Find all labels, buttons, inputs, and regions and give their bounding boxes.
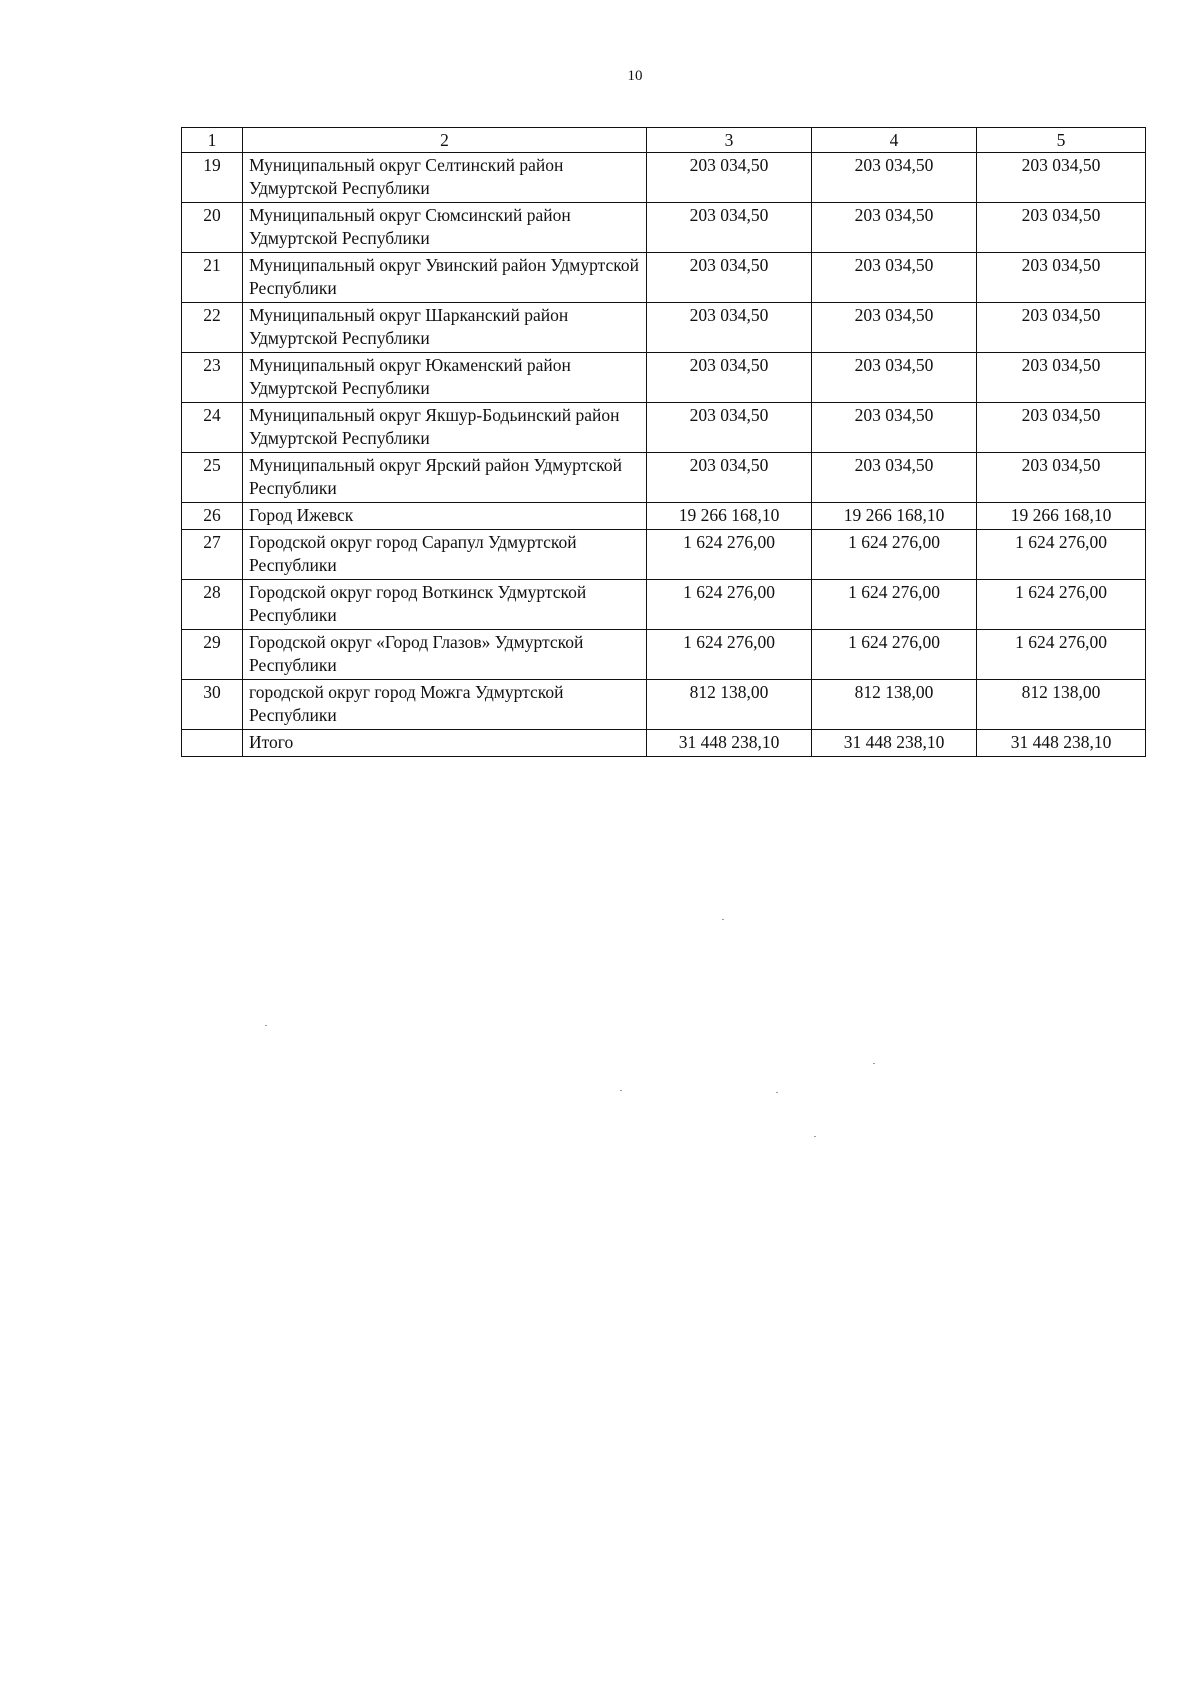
value-col-3: 203 034,50 xyxy=(647,403,812,453)
total-row xyxy=(182,730,1146,757)
value-col-3: 203 034,50 xyxy=(647,303,812,353)
value-col-4: 203 034,50 xyxy=(812,353,977,403)
value-col-5: 203 034,50 xyxy=(977,453,1146,503)
value-col-3: 203 034,50 xyxy=(647,153,812,203)
value-col-4: 203 034,50 xyxy=(812,203,977,253)
value-col-3: 203 034,50 xyxy=(647,453,812,503)
value-col-5: 1 624 276,00 xyxy=(977,630,1146,680)
row-number: 29 xyxy=(182,630,243,680)
value-col-5: 1 624 276,00 xyxy=(977,580,1146,630)
row-number: 24 xyxy=(182,403,243,453)
row-number: 28 xyxy=(182,580,243,630)
table-row xyxy=(182,403,1146,453)
page-number: 10 xyxy=(627,68,643,84)
value-col-5: 203 034,50 xyxy=(977,203,1146,253)
municipality-name: Городской округ «Город Глазов» Удмуртской Республики xyxy=(243,630,647,680)
allocation-table xyxy=(181,127,1146,757)
value-col-4: 19 266 168,10 xyxy=(812,503,977,530)
column-header: 3 xyxy=(647,128,812,153)
value-col-5: 203 034,50 xyxy=(977,253,1146,303)
value-col-3: 812 138,00 xyxy=(647,680,812,730)
table-row xyxy=(182,153,1146,203)
table-row xyxy=(182,353,1146,403)
table-header-row xyxy=(182,128,1146,153)
value-col-4: 812 138,00 xyxy=(812,680,977,730)
scan-speck xyxy=(814,1136,816,1137)
row-number: 19 xyxy=(182,153,243,203)
value-col-4: 1 624 276,00 xyxy=(812,530,977,580)
municipality-name: Муниципальный округ Сюмсинский район Удмуртской Республики xyxy=(243,203,647,253)
scan-speck xyxy=(873,1063,875,1064)
municipality-name: Муниципальный округ Селтинский район Удмуртской Республики xyxy=(243,153,647,203)
value-col-4: 1 624 276,00 xyxy=(812,630,977,680)
row-number: 23 xyxy=(182,353,243,403)
municipality-name: Городской округ город Сарапул Удмуртской Республики xyxy=(243,530,647,580)
row-number: 22 xyxy=(182,303,243,353)
value-col-4: 1 624 276,00 xyxy=(812,580,977,630)
row-number: 27 xyxy=(182,530,243,580)
value-col-3: 1 624 276,00 xyxy=(647,580,812,630)
row-number xyxy=(182,730,243,757)
scan-speck xyxy=(265,1025,267,1026)
value-col-3: 203 034,50 xyxy=(647,353,812,403)
row-number: 25 xyxy=(182,453,243,503)
value-col-5: 19 266 168,10 xyxy=(977,503,1146,530)
scan-speck xyxy=(620,1090,622,1091)
municipality-name: Муниципальный округ Якшур-Бодьинский район Удмуртской Республики xyxy=(243,403,647,453)
value-col-3: 203 034,50 xyxy=(647,253,812,303)
value-col-4: 203 034,50 xyxy=(812,253,977,303)
row-number: 21 xyxy=(182,253,243,303)
municipality-name: Муниципальный округ Шарканский район Удмуртской Республики xyxy=(243,303,647,353)
value-col-5: 1 624 276,00 xyxy=(977,530,1146,580)
total-col-3: 31 448 238,10 xyxy=(647,730,812,757)
table-row xyxy=(182,453,1146,503)
table-row xyxy=(182,680,1146,730)
value-col-4: 203 034,50 xyxy=(812,453,977,503)
value-col-4: 203 034,50 xyxy=(812,403,977,453)
table-row xyxy=(182,253,1146,303)
column-header: 5 xyxy=(977,128,1146,153)
row-number: 26 xyxy=(182,503,243,530)
scan-speck xyxy=(776,1092,778,1093)
total-col-5: 31 448 238,10 xyxy=(977,730,1146,757)
value-col-5: 203 034,50 xyxy=(977,153,1146,203)
column-header: 1 xyxy=(182,128,243,153)
value-col-3: 203 034,50 xyxy=(647,203,812,253)
value-col-5: 203 034,50 xyxy=(977,353,1146,403)
value-col-3: 1 624 276,00 xyxy=(647,630,812,680)
total-label: Итого xyxy=(243,730,647,757)
value-col-5: 203 034,50 xyxy=(977,403,1146,453)
municipality-name: Городской округ город Воткинск Удмуртской Республики xyxy=(243,580,647,630)
scan-speck xyxy=(722,919,724,920)
municipality-name: Город Ижевск xyxy=(243,503,647,530)
municipality-name: Муниципальный округ Увинский район Удмуртской Республики xyxy=(243,253,647,303)
column-header: 4 xyxy=(812,128,977,153)
value-col-3: 1 624 276,00 xyxy=(647,530,812,580)
table-row xyxy=(182,530,1146,580)
table-row xyxy=(182,303,1146,353)
value-col-4: 203 034,50 xyxy=(812,153,977,203)
row-number: 20 xyxy=(182,203,243,253)
municipality-name: городской округ город Можга Удмуртской Республики xyxy=(243,680,647,730)
column-header: 2 xyxy=(243,128,647,153)
table-row xyxy=(182,203,1146,253)
municipality-name: Муниципальный округ Юкаменский район Удмуртской Республики xyxy=(243,353,647,403)
row-number: 30 xyxy=(182,680,243,730)
table-row xyxy=(182,580,1146,630)
table-row xyxy=(182,630,1146,680)
municipality-name: Муниципальный округ Ярский район Удмуртской Республики xyxy=(243,453,647,503)
value-col-5: 812 138,00 xyxy=(977,680,1146,730)
table-row xyxy=(182,503,1146,530)
value-col-4: 203 034,50 xyxy=(812,303,977,353)
total-col-4: 31 448 238,10 xyxy=(812,730,977,757)
value-col-5: 203 034,50 xyxy=(977,303,1146,353)
value-col-3: 19 266 168,10 xyxy=(647,503,812,530)
